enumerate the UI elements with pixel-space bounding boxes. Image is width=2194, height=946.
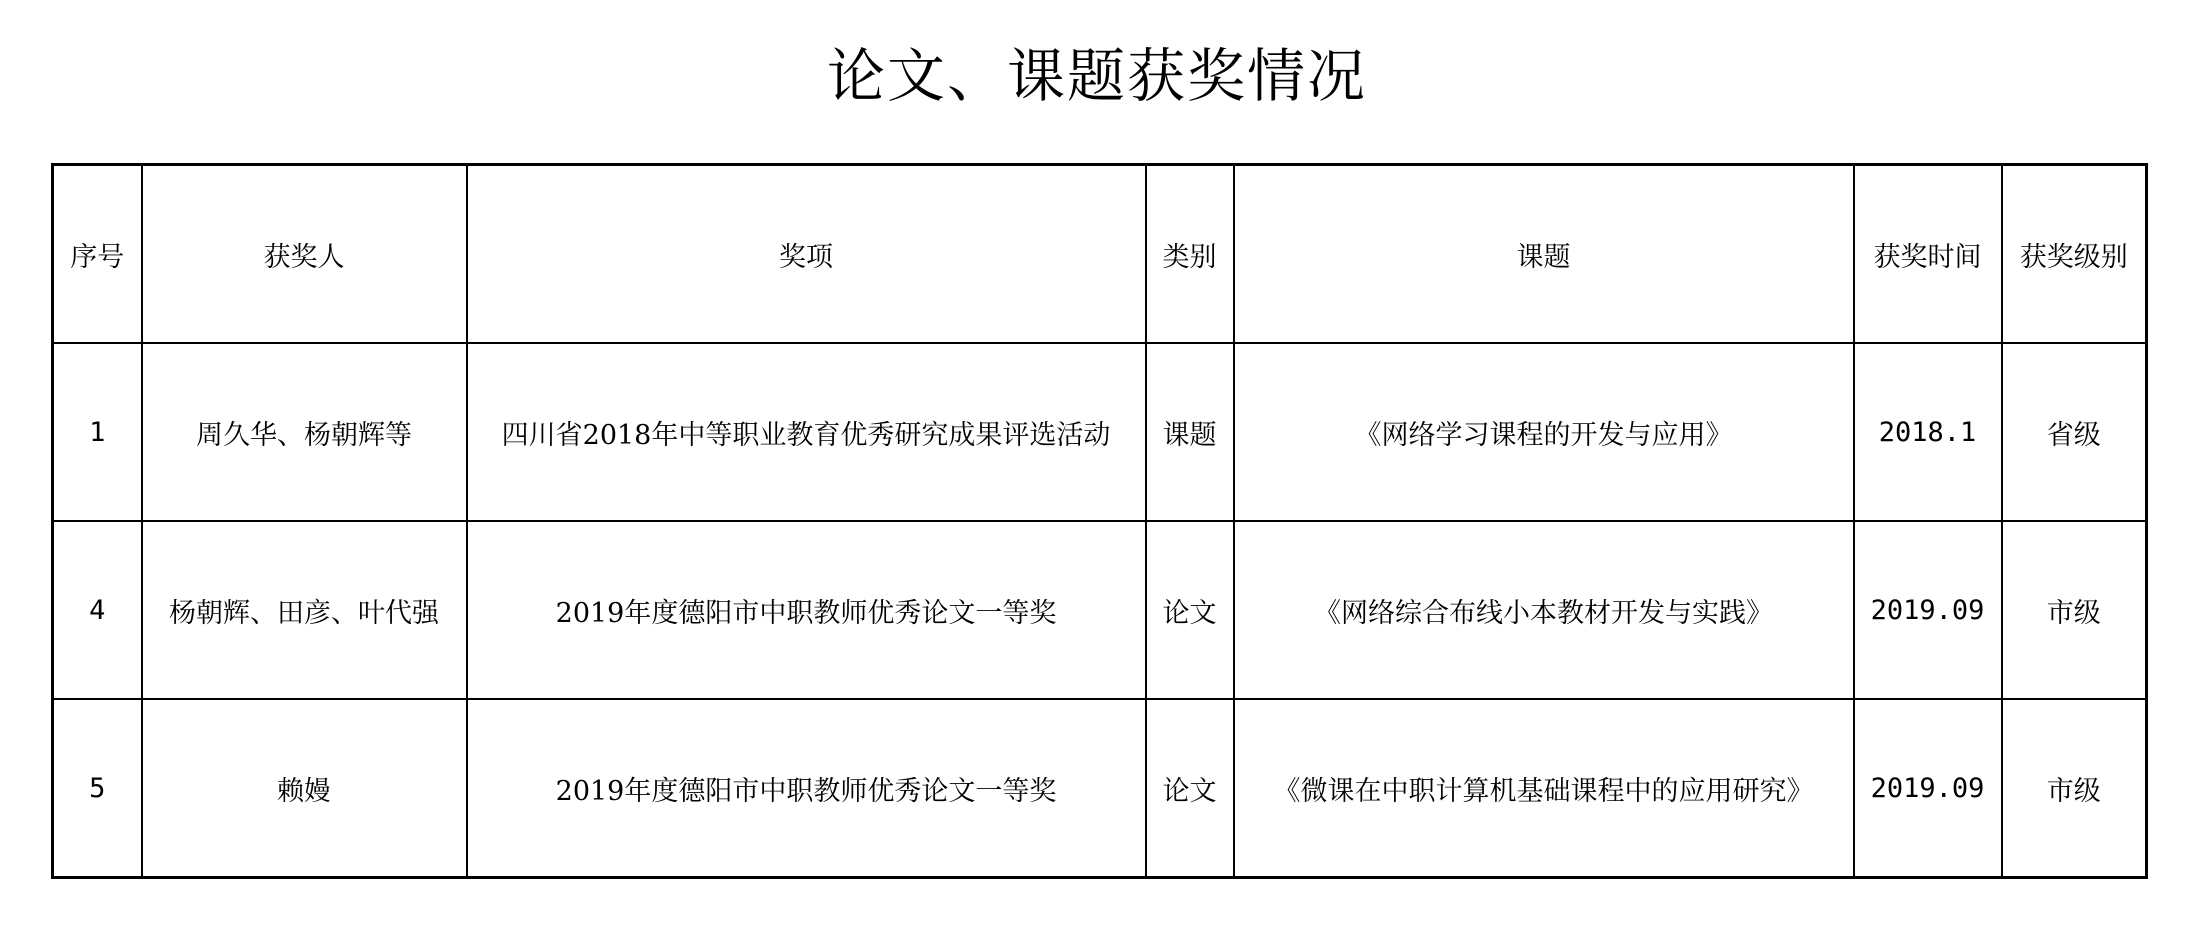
cell-date: 2018.1 bbox=[1854, 343, 2002, 521]
awards-table bbox=[51, 163, 2148, 879]
cell-level: 市级 bbox=[2002, 699, 2147, 878]
cell-award: 2019年度德阳市中职教师优秀论文一等奖 bbox=[467, 699, 1146, 878]
header-index: 序号 bbox=[53, 165, 142, 344]
page-title: 论文、课题获奖情况 bbox=[826, 42, 1367, 110]
header-winners: 获奖人 bbox=[142, 165, 467, 344]
header-award: 奖项 bbox=[467, 165, 1146, 344]
cell-topic: 《微课在中职计算机基础课程中的应用研究》 bbox=[1234, 699, 1854, 878]
header-level: 获奖级别 bbox=[2002, 165, 2147, 344]
cell-index: 1 bbox=[53, 343, 142, 521]
cell-date: 2019.09 bbox=[1854, 699, 2002, 878]
cell-index: 5 bbox=[53, 699, 142, 878]
cell-topic: 《网络学习课程的开发与应用》 bbox=[1234, 343, 1854, 521]
table-row bbox=[53, 343, 2147, 521]
header-date: 获奖时间 bbox=[1854, 165, 2002, 344]
cell-index: 4 bbox=[53, 521, 142, 699]
cell-level: 省级 bbox=[2002, 343, 2147, 521]
cell-award: 四川省2018年中等职业教育优秀研究成果评选活动 bbox=[467, 343, 1146, 521]
cell-date: 2019.09 bbox=[1854, 521, 2002, 699]
cell-winners: 杨朝辉、田彦、叶代强 bbox=[142, 521, 467, 699]
cell-category: 论文 bbox=[1146, 521, 1234, 699]
cell-category: 论文 bbox=[1146, 699, 1234, 878]
header-topic: 课题 bbox=[1234, 165, 1854, 344]
cell-winners: 赖嫚 bbox=[142, 699, 467, 878]
header-category: 类别 bbox=[1146, 165, 1234, 344]
cell-topic: 《网络综合布线小本教材开发与实践》 bbox=[1234, 521, 1854, 699]
cell-winners: 周久华、杨朝辉等 bbox=[142, 343, 467, 521]
table-row bbox=[53, 521, 2147, 699]
cell-category: 课题 bbox=[1146, 343, 1234, 521]
cell-award: 2019年度德阳市中职教师优秀论文一等奖 bbox=[467, 521, 1146, 699]
table-header-row bbox=[53, 165, 2147, 344]
table-row bbox=[53, 699, 2147, 878]
cell-level: 市级 bbox=[2002, 521, 2147, 699]
